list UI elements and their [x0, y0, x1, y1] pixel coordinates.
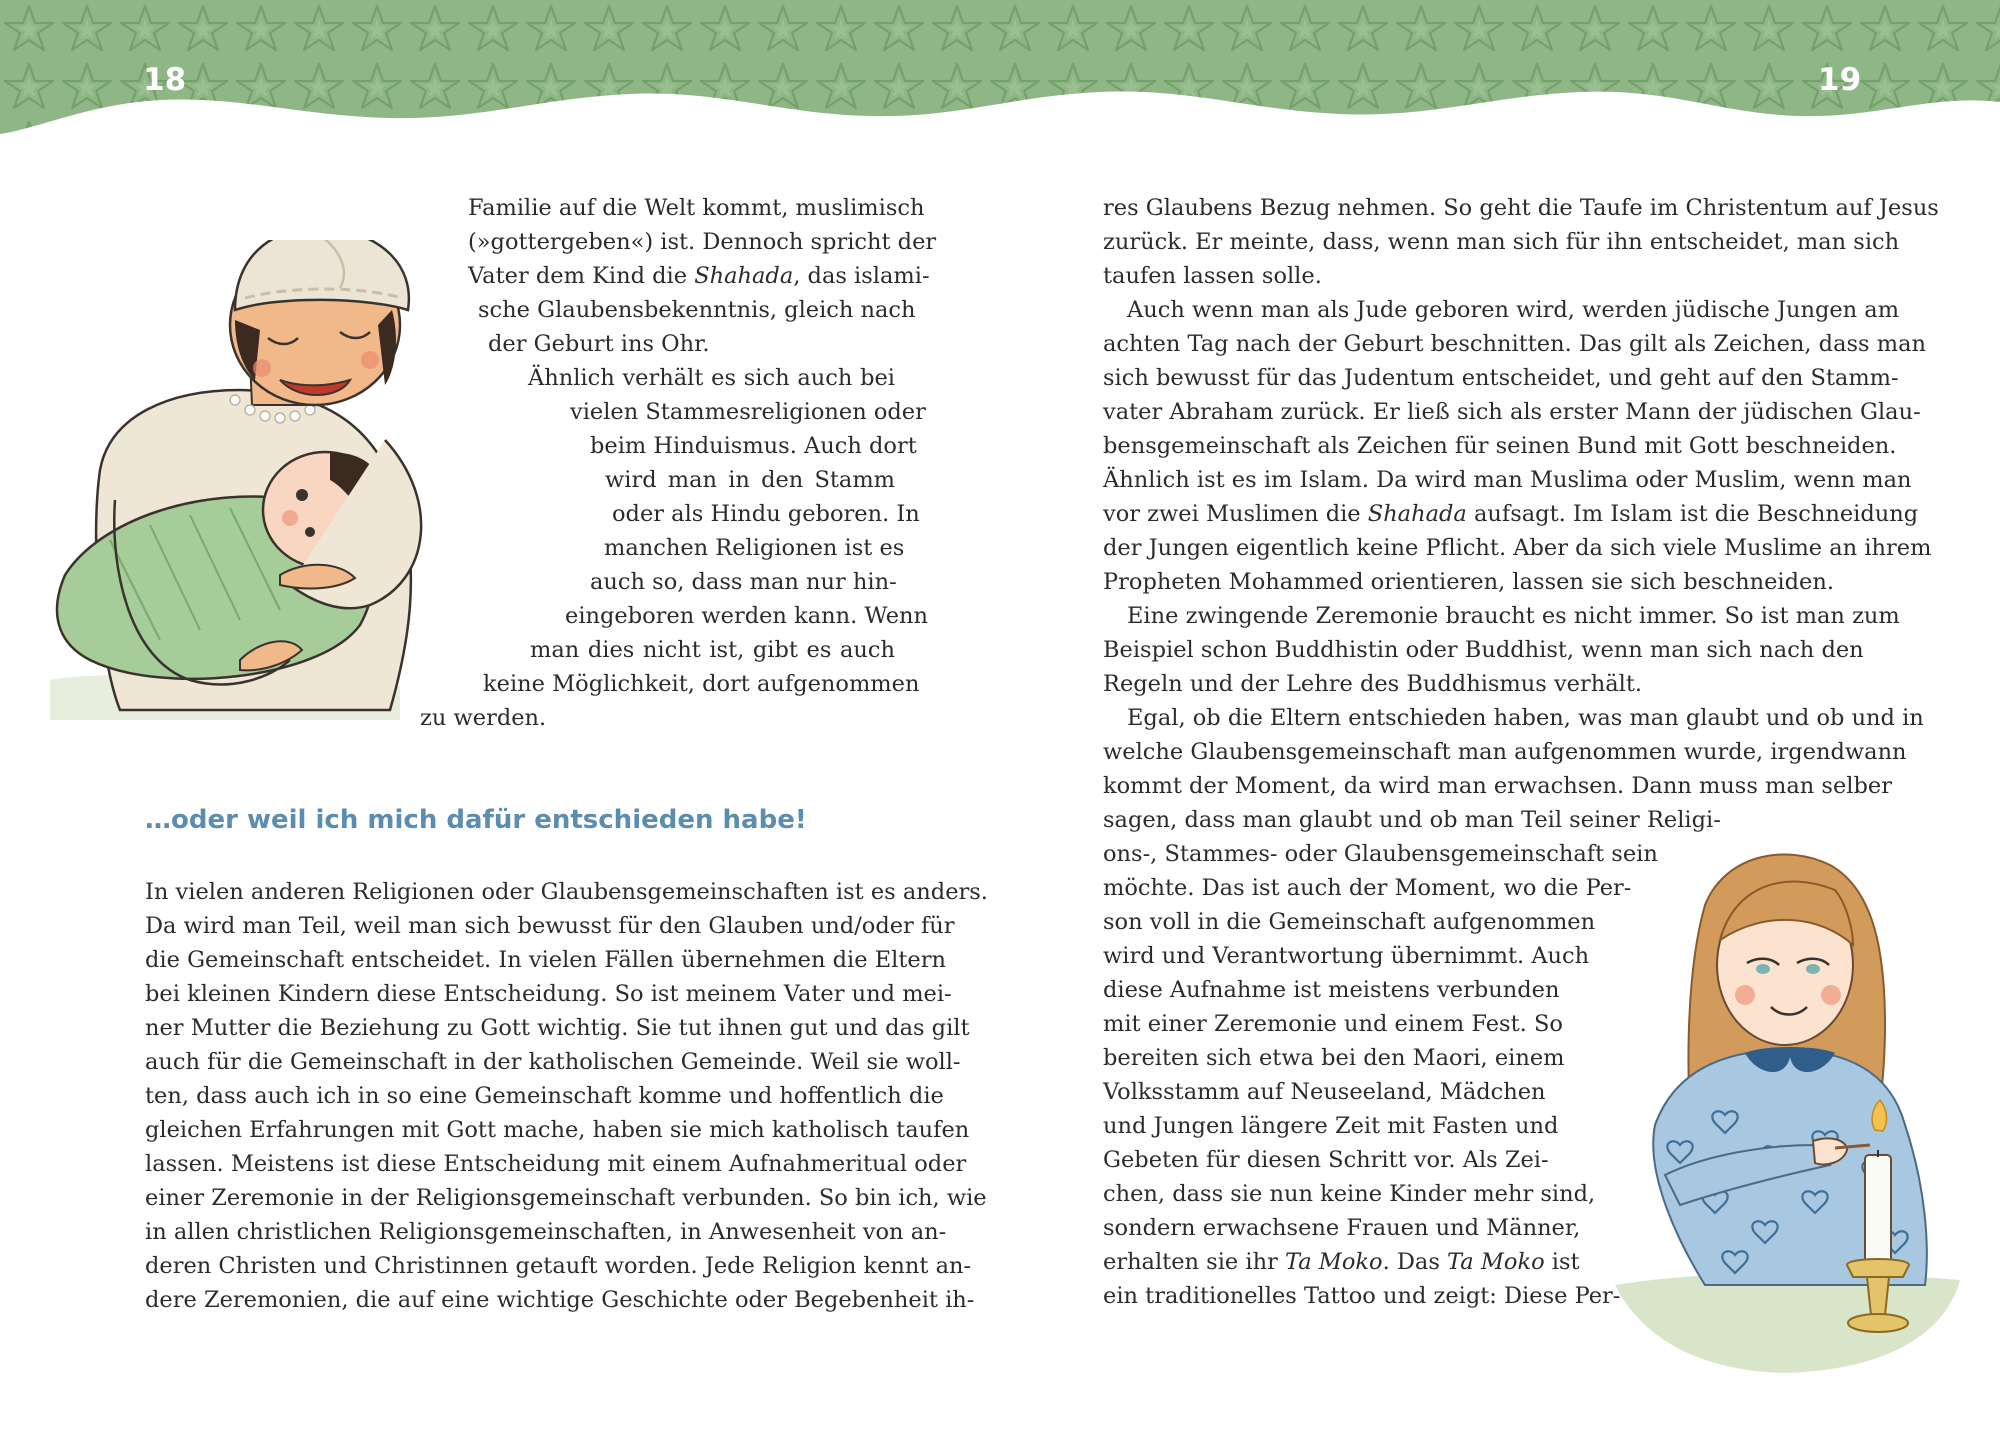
left-body-line: ten, dass auch ich in so eine Gemeinschaft komme und hoffentlich die [145, 1083, 944, 1109]
left-wrap-line-6: Ähnlich verhält es sich auch bei [528, 365, 895, 391]
left-body-line: die Gemeinschaft entscheidet. In vielen Fällen übernehmen die Eltern [145, 947, 946, 973]
left-body-line: gleichen Erfahrungen mit Gott mache, haben sie mich katholisch taufen [145, 1117, 970, 1143]
right-wrap-line: wird und Verantwortung übernimmt. Auch [1103, 943, 1590, 969]
left-body-line: deren Christen und Christinnen getauft worden. Jede Religion kennt an- [145, 1253, 972, 1279]
right-body-italic: Shahada [1367, 501, 1467, 527]
right-wrap-line: mit einer Zeremonie und einem Fest. So [1103, 1011, 1563, 1037]
left-wrap-line-4: sche Glaubensbekenntnis, gleich nach [478, 297, 916, 323]
right-wrap-line: und Jungen längere Zeit mit Fasten und [1103, 1113, 1559, 1139]
right-wrap-a: erhalten sie ihr [1103, 1249, 1285, 1275]
father-baby-illustration [40, 240, 550, 720]
left-wrap-line-11: manchen Religionen ist es [604, 535, 905, 561]
right-body-line: der Jungen eigentlich keine Pflicht. Aber da sich viele Muslime an ihrem [1103, 535, 1932, 561]
left-wrap-line-3 [468, 259, 930, 293]
girl-candle-illustration [1585, 845, 1970, 1375]
right-wrap-italic-2: Ta Moko [1447, 1249, 1545, 1275]
right-body-line: welche Glaubensgemeinschaft man aufgenommen wurde, irgendwann [1103, 739, 1907, 765]
header-banner [0, 0, 2000, 150]
left-wrap-line-3-italic: Shahada [694, 263, 794, 289]
right-body-line: taufen lassen solle. [1103, 263, 1322, 289]
left-wrap-line-9: wird man in den Stamm [605, 467, 895, 493]
left-wrap-line-8: beim Hinduismus. Auch dort [590, 433, 917, 459]
left-body-line: ner Mutter die Beziehung zu Gott wichtig. Sie tut ihnen gut und das gilt [145, 1015, 970, 1041]
left-body-line: bei kleinen Kindern diese Entscheidung. So ist meinem Vater und mei- [145, 981, 952, 1007]
right-wrap-line: Volksstamm auf Neuseeland, Mädchen [1103, 1079, 1546, 1105]
section-heading: …oder weil ich mich dafür entschieden habe! [145, 805, 807, 835]
left-wrap-line-16: zu werden. [420, 705, 547, 731]
right-body-line: Eine zwingende Zeremonie braucht es nicht immer. So ist man zum [1127, 603, 1900, 629]
right-body-line-b: aufsagt. Im Islam ist die Beschneidung [1466, 501, 1919, 527]
right-body-line: res Glaubens Bezug nehmen. So geht die Taufe im Christentum auf Jesus [1103, 195, 1939, 221]
right-wrap-line: chen, dass sie nun keine Kinder mehr sind, [1103, 1181, 1596, 1207]
right-wrap-line: diese Aufnahme ist meistens verbunden [1103, 977, 1560, 1003]
right-wrap-line: sondern erwachsene Frauen und Männer, [1103, 1215, 1581, 1241]
left-wrap-line-1: Familie auf die Welt kommt, muslimisch [468, 195, 925, 221]
left-wrap-line-3a: Vater dem Kind die [468, 263, 695, 289]
right-wrap-c: ist [1544, 1249, 1580, 1275]
right-body-line: zurück. Er meinte, dass, wenn man sich für ihn entscheidet, man sich [1103, 229, 1900, 255]
right-body-line: Egal, ob die Eltern entschieden haben, was man glaubt und ob und in [1127, 705, 1924, 731]
right-body-line: vater Abraham zurück. Er ließ sich als erster Mann der jüdischen Glau- [1103, 399, 1921, 425]
left-body-line: dere Zeremonien, die auf eine wichtige Geschichte oder Begebenheit ih- [145, 1287, 975, 1313]
right-body-line: Beispiel schon Buddhistin oder Buddhist, wenn man sich nach den [1103, 637, 1864, 663]
left-wrap-line-14: man dies nicht ist, gibt es auch [530, 637, 895, 663]
right-body-line-a: vor zwei Muslimen die [1103, 501, 1368, 527]
left-body-line: einer Zeremonie in der Religionsgemeinschaft verbunden. So bin ich, wie [145, 1185, 987, 1211]
right-wrap-line: möchte. Das ist auch der Moment, wo die Per- [1103, 875, 1632, 901]
left-wrap-line-7: vielen Stammesreligionen oder [570, 399, 926, 425]
left-body-line: In vielen anderen Religionen oder Glaubensgemeinschaften ist es anders. [145, 879, 988, 905]
right-body-line: Propheten Mohammed orientieren, lassen sie sich beschneiden. [1103, 569, 1834, 595]
right-wrap-line: ein traditionelles Tattoo und zeigt: Diese Per- [1103, 1283, 1621, 1309]
left-wrap-line-3b: , das islami- [793, 263, 930, 289]
left-wrap-line-5: der Geburt ins Ohr. [488, 331, 710, 357]
left-wrap-line-15: keine Möglichkeit, dort aufgenommen [483, 671, 920, 697]
right-wrap-b: . Das [1382, 1249, 1448, 1275]
right-wrap-line: ons-, Stammes- oder Glaubensgemeinschaft sein [1103, 841, 1658, 867]
page-number-left: 18 [143, 62, 187, 98]
right-body-line: achten Tag nach der Geburt beschnitten. Das gilt als Zeichen, dass man [1103, 331, 1926, 357]
right-body-line [1103, 497, 1919, 531]
right-body-line: bensgemeinschaft als Zeichen für seinen Bund mit Gott beschneiden. [1103, 433, 1897, 459]
right-body-line: kommt der Moment, da wird man erwachsen. Dann muss man selber [1103, 773, 1892, 799]
right-wrap-italic-1: Ta Moko [1284, 1249, 1383, 1275]
page-number-right: 19 [1818, 62, 1862, 98]
left-body-line: lassen. Meistens ist diese Entscheidung mit einem Aufnahmeritual oder [145, 1151, 967, 1177]
left-wrap-line-2: (»gottergeben«) ist. Dennoch spricht der [468, 229, 937, 255]
right-wrap-line: Gebeten für diesen Schritt vor. Als Zei- [1103, 1147, 1549, 1173]
right-body-line: Regeln und der Lehre des Buddhismus verhält. [1103, 671, 1643, 697]
left-body-line: Da wird man Teil, weil man sich bewusst für den Glauben und/oder für [145, 913, 955, 939]
right-body-line: Ähnlich ist es im Islam. Da wird man Muslima oder Muslim, wenn man [1103, 467, 1912, 493]
right-body-line: sagen, dass man glaubt und ob man Teil seiner Religi- [1103, 807, 1721, 833]
left-body-line: auch für die Gemeinschaft in der katholischen Gemeinde. Weil sie woll- [145, 1049, 961, 1075]
left-wrap-line-10: oder als Hindu geboren. In [612, 501, 920, 527]
right-wrap-line: son voll in die Gemeinschaft aufgenommen [1103, 909, 1596, 935]
left-body-line: in allen christlichen Religionsgemeinschaften, in Anwesenheit von an- [145, 1219, 947, 1245]
right-body-line: sich bewusst für das Judentum entscheidet, und geht auf den Stamm- [1103, 365, 1899, 391]
right-wrap-line [1103, 1245, 1580, 1279]
left-wrap-line-13: eingeboren werden kann. Wenn [565, 603, 928, 629]
left-wrap-line-12: auch so, dass man nur hin- [590, 569, 897, 595]
right-wrap-line: bereiten sich etwa bei den Maori, einem [1103, 1045, 1565, 1071]
right-body-line: Auch wenn man als Jude geboren wird, werden jüdische Jungen am [1127, 297, 1900, 323]
